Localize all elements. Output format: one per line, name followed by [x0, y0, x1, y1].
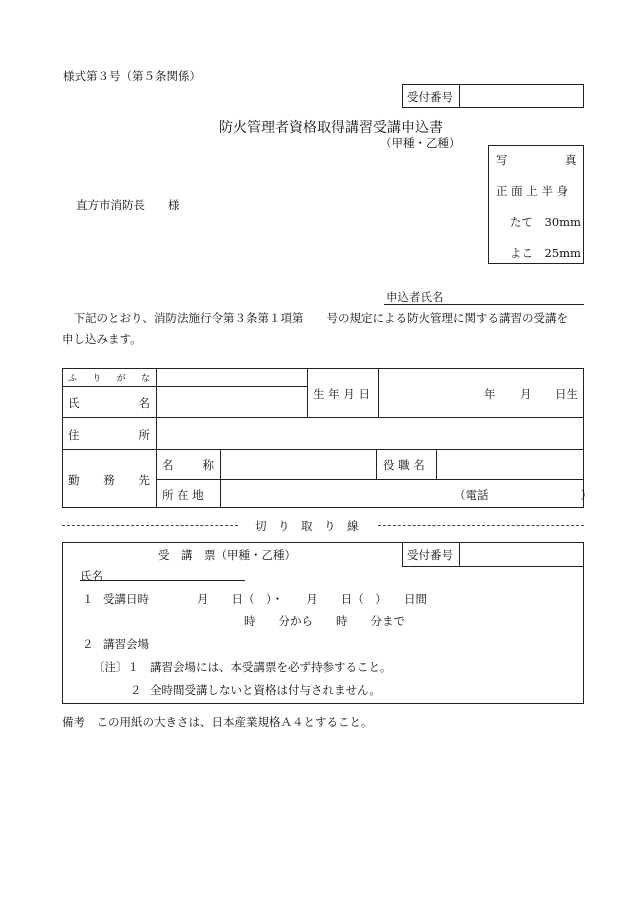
- reception-number-label: 受付番号: [407, 90, 453, 104]
- remarks: 備考 この用紙の大きさは、日本産業規格Ａ４とすること。: [62, 715, 373, 729]
- photo-line4: よこ 25mm: [510, 246, 581, 260]
- company-name-label: 名 称: [162, 458, 214, 472]
- ticket-name-label: 氏名: [80, 569, 103, 583]
- col-line: [307, 368, 308, 417]
- birth-day-label: 日生: [555, 387, 578, 401]
- ticket-name-field[interactable]: [104, 566, 244, 579]
- col-line: [220, 449, 221, 508]
- body-text-line2: 申し込みます。: [62, 332, 142, 346]
- item2-label: 講習会場: [103, 637, 149, 651]
- item2-num: ２: [82, 637, 94, 651]
- furigana-field[interactable]: [158, 369, 306, 385]
- location-label: 所 在 地: [162, 488, 204, 502]
- title-kind: （甲種・乙種）: [380, 136, 461, 150]
- photo-line2: 正 面 上 半 身: [496, 184, 569, 198]
- position-label: 役 職 名: [383, 458, 425, 472]
- divider: [402, 542, 403, 566]
- applicant-name-label: 申込者氏名: [386, 290, 444, 304]
- applicant-name-line: [384, 304, 584, 305]
- birth-date-field[interactable]: [380, 369, 583, 416]
- col-line: [436, 449, 437, 479]
- name-label: 氏 名: [68, 396, 150, 410]
- address-field[interactable]: [158, 419, 583, 448]
- item1-label: 受講日時: [103, 592, 149, 606]
- page-title: 防火管理者資格取得講習受講申込書: [219, 120, 443, 136]
- col-line: [376, 449, 377, 479]
- divider: [459, 542, 460, 566]
- address-label: 住 所: [68, 428, 150, 442]
- col-line: [156, 368, 157, 508]
- body-text-line1: 下記のとおり、消防法施行令第３条第１項第 号の規定による防火管理に関する講習の受講を: [62, 311, 568, 325]
- company-name-field[interactable]: [222, 450, 375, 478]
- row-line: [62, 417, 584, 418]
- note-label: 〔注〕１: [93, 660, 139, 674]
- item1-time: 時 分から 時 分まで: [244, 614, 405, 628]
- applicant-name-field[interactable]: [446, 288, 582, 303]
- birth-month-label: 月: [520, 387, 532, 401]
- form-code: 様式第３号（第５条関係）: [63, 69, 201, 83]
- ticket-title: 受 講 票（甲種・乙種）: [158, 548, 296, 562]
- row-line: [62, 386, 307, 387]
- phone-label: （電話 ）: [454, 488, 592, 502]
- photo-line1: 写 真: [496, 153, 577, 167]
- ticket-reception-line: [402, 566, 584, 567]
- note2: 全時間受講しないと資格は付与されません。: [150, 683, 381, 697]
- cut-line-left: [62, 525, 238, 526]
- col-line: [378, 368, 379, 417]
- ticket-reception-label: 受付番号: [407, 548, 453, 562]
- item1-date: 月 日（ ）・ 月 日（ ） 日間: [197, 592, 427, 606]
- furigana-label: ふ り が な: [68, 374, 150, 384]
- item1-num: １: [82, 592, 94, 606]
- name-field[interactable]: [158, 388, 306, 416]
- location-field[interactable]: [222, 481, 452, 507]
- ticket-name-line: [80, 580, 245, 581]
- note2-num: ２: [130, 683, 142, 697]
- ticket-reception-field[interactable]: [461, 543, 582, 565]
- cut-line-right: [378, 525, 584, 526]
- position-field[interactable]: [438, 450, 583, 478]
- photo-line3: たて 30mm: [510, 215, 581, 229]
- cut-line-label: 切 り 取 り 線: [255, 519, 359, 533]
- addressee: 直方市消防長 様: [76, 198, 180, 212]
- note1: 講習会場には、本受講票を必ず持参すること。: [150, 660, 392, 674]
- workplace-label: 勤 務 先: [68, 473, 150, 487]
- reception-number-field[interactable]: [461, 85, 582, 107]
- birth-date-label: 生 年 月 日: [313, 387, 370, 401]
- divider: [459, 84, 460, 108]
- birth-year-label: 年: [484, 387, 496, 401]
